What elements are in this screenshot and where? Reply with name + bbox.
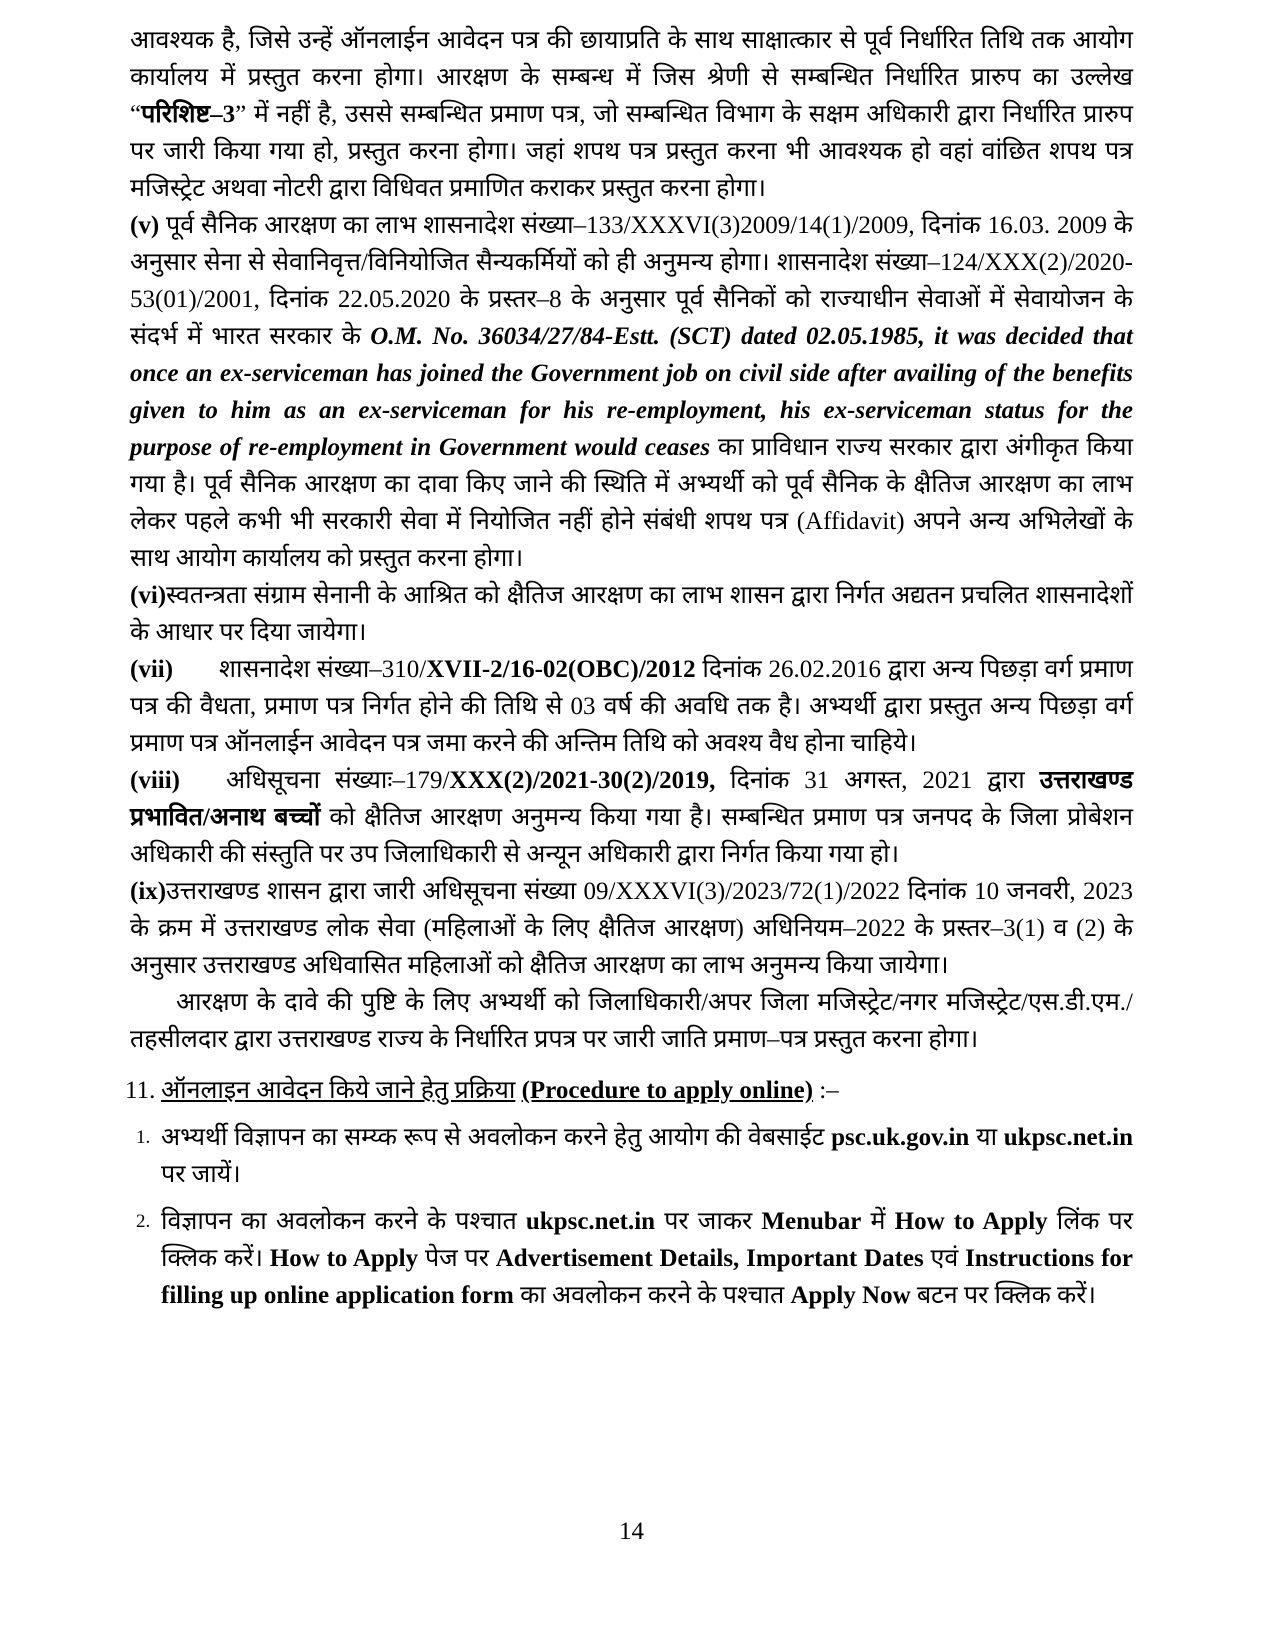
section-11-heading [125,1072,1133,1109]
text-run: पेज पर [418,1245,496,1272]
text-run: पूर्व सैनिक आरक्षण का लाभ शासनादेश संख्या–133/XXXVI(3)2009/14(1)/2009, दिनांक 16.03. 2009 के अनुसार सेना से सेवानिवृत्त/विनियोजित सैन्यकर्मियों को ही अनुमन्य होगा। शासनादेश संख्या–124/XXX(2)/2020-53(01)/2001, दिनांक 22.05.2020 के प्रस्तर–8 के अनुसार पूर्व सैनिकों को राज्याधीन सेवाओं में सेवायोजन के संदर्भ में भारत सरकार के [130,212,1133,350]
text-run: आवश्यक है, जिसे उन्हें ऑनलाईन आवेदन पत्र की छायाप्रति के साथ साक्षात्कार से पूर्व निर्धारित तिथि तक आयोग कार्यालय में प्रस्तुत करना होगा। आरक्षण के सम्बन्ध में जिस श्रेणी से सम्बन्धित निर्धारित प्रारुप का उल्लेख “ [130,27,1133,128]
text-run: How to Apply [894,1208,1048,1235]
text-run: (Procedure to apply online) [521,1077,814,1104]
item-ix-women-reservation [130,873,1133,984]
item-vii-obc-certificate [130,651,1133,762]
text-run: :– [813,1077,839,1104]
text-run: अभ्यर्थी विज्ञापन का सम्य्क रूप से अवलोकन करने हेतु आयोग की वेबसाईट [161,1124,832,1151]
text-run: में [861,1208,895,1235]
page-content [125,22,1133,1314]
text-run: (vii) [130,656,174,683]
text-run: Apply Now [790,1282,911,1309]
text-run: बटन पर क्लिक करें। [910,1282,1096,1309]
text-run: आरक्षण के दावे की पुष्टि के लिए अभ्यर्थी को जिलाधिकारी/अपर जिला मजिस्ट्रेट/नगर मजिस्ट्रेट/एस.डी.एम./तहसीलदार द्वारा उत्तराखण्ड राज्य के निर्धारित प्रपत्र पर जारी जाति प्रमाण–पत्र प्रस्तुत करना होगा। [130,989,1133,1053]
text-run: परिशिष्ट–3 [141,101,236,128]
item-viii-orphan-children [130,762,1133,873]
procedure-item-text [161,1119,1133,1193]
text-run: (viii) [130,767,180,794]
text-run: Advertisement Details, Important Dates [495,1245,924,1272]
procedure-item-number: 1. [136,1127,151,1148]
procedure-item-number: 2. [136,1211,151,1232]
para-reservation-claim [130,984,1133,1058]
text-run: ukpsc.net.in [525,1208,656,1235]
text-run: Instructions for filling up online application form [161,1245,1133,1309]
text-run: का प्राविधान राज्य सरकार द्वारा अंगीकृत किया गया है। पूर्व सैनिक आरक्षण का दावा किए जाने की स्थिति में अभ्यर्थी को पूर्व सैनिक के क्षैतिज आरक्षण का लाभ लेकर पहले कभी भी सरकारी सेवा में नियोजित नहीं होने संबंधी शपथ पत्र (Affidavit) अपने अन्य अभिलेखों के साथ आयोग कार्यालय को प्रस्तुत करना होगा। [130,434,1133,572]
text-run: अधिसूचना संख्याः–179/ [226,767,450,794]
text-run: O.M. No. 36034/27/84-Estt. (SCT) dated 02.05.1985, it was decided that once an ex-serviceman has joined the Government job on civil side after availing of the benefits given to him as an ex-serviceman for his re-employment, his ex-serviceman status for the purpose of re-employment in Government would ceases [130,323,1133,461]
text-run: एवं [923,1245,966,1272]
text-run: को क्षैतिज आरक्षण अनुमन्य किया गया है। सम्बन्धित प्रमाण पत्र जनपद के जिला प्रोबेशन अधिकारी की संस्तुति पर उप जिलाधिकारी से अन्यून अधिकारी द्वारा निर्गत किया गया हो। [130,804,1133,868]
text-run: उत्तराखण्ड शासन द्वारा जारी अधिसूचना संख्या 09/XXXVI(3)/2023/72(1)/2022 दिनांक 10 जनवरी, 2023 के क्रम में उत्तराखण्ड लोक सेवा (महिलाओं के लिए क्षैतिज आरक्षण) अधिनियम–2022 के प्रस्तर–3(1) व (2) के अनुसार उत्तराखण्ड अधिवासित महिलाओं को क्षैतिज आरक्षण का लाभ अनुमन्य किया जायेगा। [130,878,1133,979]
section-number: 11. [125,1077,156,1104]
text-run: How to Apply [269,1245,419,1272]
section-title [161,1072,1133,1109]
procedure-item-2 [130,1203,1133,1314]
text-run: का अवलोकन करने के पश्चात [513,1282,791,1309]
text-run: psc.uk.gov.in [831,1124,970,1151]
text-run: दिनांक 31 अगस्त, 2021 द्वारा [715,767,1040,794]
text-run: ukpsc.net.in [1003,1124,1133,1151]
text-run: (v) [130,212,167,239]
procedure-list [130,1119,1133,1314]
text-run: लिंक पर क्लिक करें। [161,1208,1133,1272]
text-run: पर जायें। [161,1161,241,1188]
text-run: XVII-2/16-02(OBC)/2012 [426,656,696,683]
page-number: 14 [619,1518,644,1545]
text-run: पर जाकर [655,1208,762,1235]
item-v-ex-serviceman [130,207,1133,577]
text-run: ” में नहीं है, उससे सम्बन्धित प्रमाण पत्र, जो सम्बन्धित विभाग के सक्षम अधिकारी द्वारा निर्धारित प्रारुप पर जारी किया गया हो, प्रस्तुत करना होगा। जहां शपथ पत्र प्रस्तुत करना भी आवश्यक हो वहां वांछित शपथ पत्र मजिस्ट्रेट अथवा नोटरी द्वारा विधिवत प्रमाणित कराकर प्रस्तुत करना होगा। [130,101,1133,202]
item-vi-freedom-fighter [130,577,1133,651]
text-run: XXX(2)/2021-30(2)/2019, [449,767,716,794]
text-run: स्वतन्त्रता संग्राम सेनानी के आश्रित को क्षैतिज आरक्षण का लाभ शासन द्वारा निर्गत अद्यतन प्रचलित शासनादेशों के आधार पर दिया जायेगा। [130,582,1133,646]
text-run: या [969,1124,1004,1151]
procedure-item-1 [130,1119,1133,1193]
procedure-item-text [161,1203,1133,1314]
text-run: ऑनलाइन आवेदन किये जाने हेतु प्रक्रिया [161,1077,516,1104]
text-run: उत्तराखण्ड प्रभावित/अनाथ बच्चों [130,767,1133,831]
text-run: Menubar [761,1208,862,1235]
text-run: शासनादेश संख्या–310/ [219,656,427,683]
text-run: विज्ञापन का अवलोकन करने के पश्चात [161,1208,526,1235]
text-run: (vi) [130,582,167,609]
text-run: (ix) [130,878,167,905]
para-intro [130,22,1133,207]
text-run: दिनांक 26.02.2016 द्वारा अन्य पिछड़ा वर्ग प्रमाण पत्र की वैधता, प्रमाण पत्र निर्गत होने की तिथि से 03 वर्ष की अवधि तक है। अभ्यर्थी द्वारा प्रस्तुत अन्य पिछड़ा वर्ग प्रमाण पत्र ऑनलाईन आवेदन पत्र जमा करने की अन्तिम तिथि को अवश्य वैध होना चाहिये। [130,656,1133,757]
